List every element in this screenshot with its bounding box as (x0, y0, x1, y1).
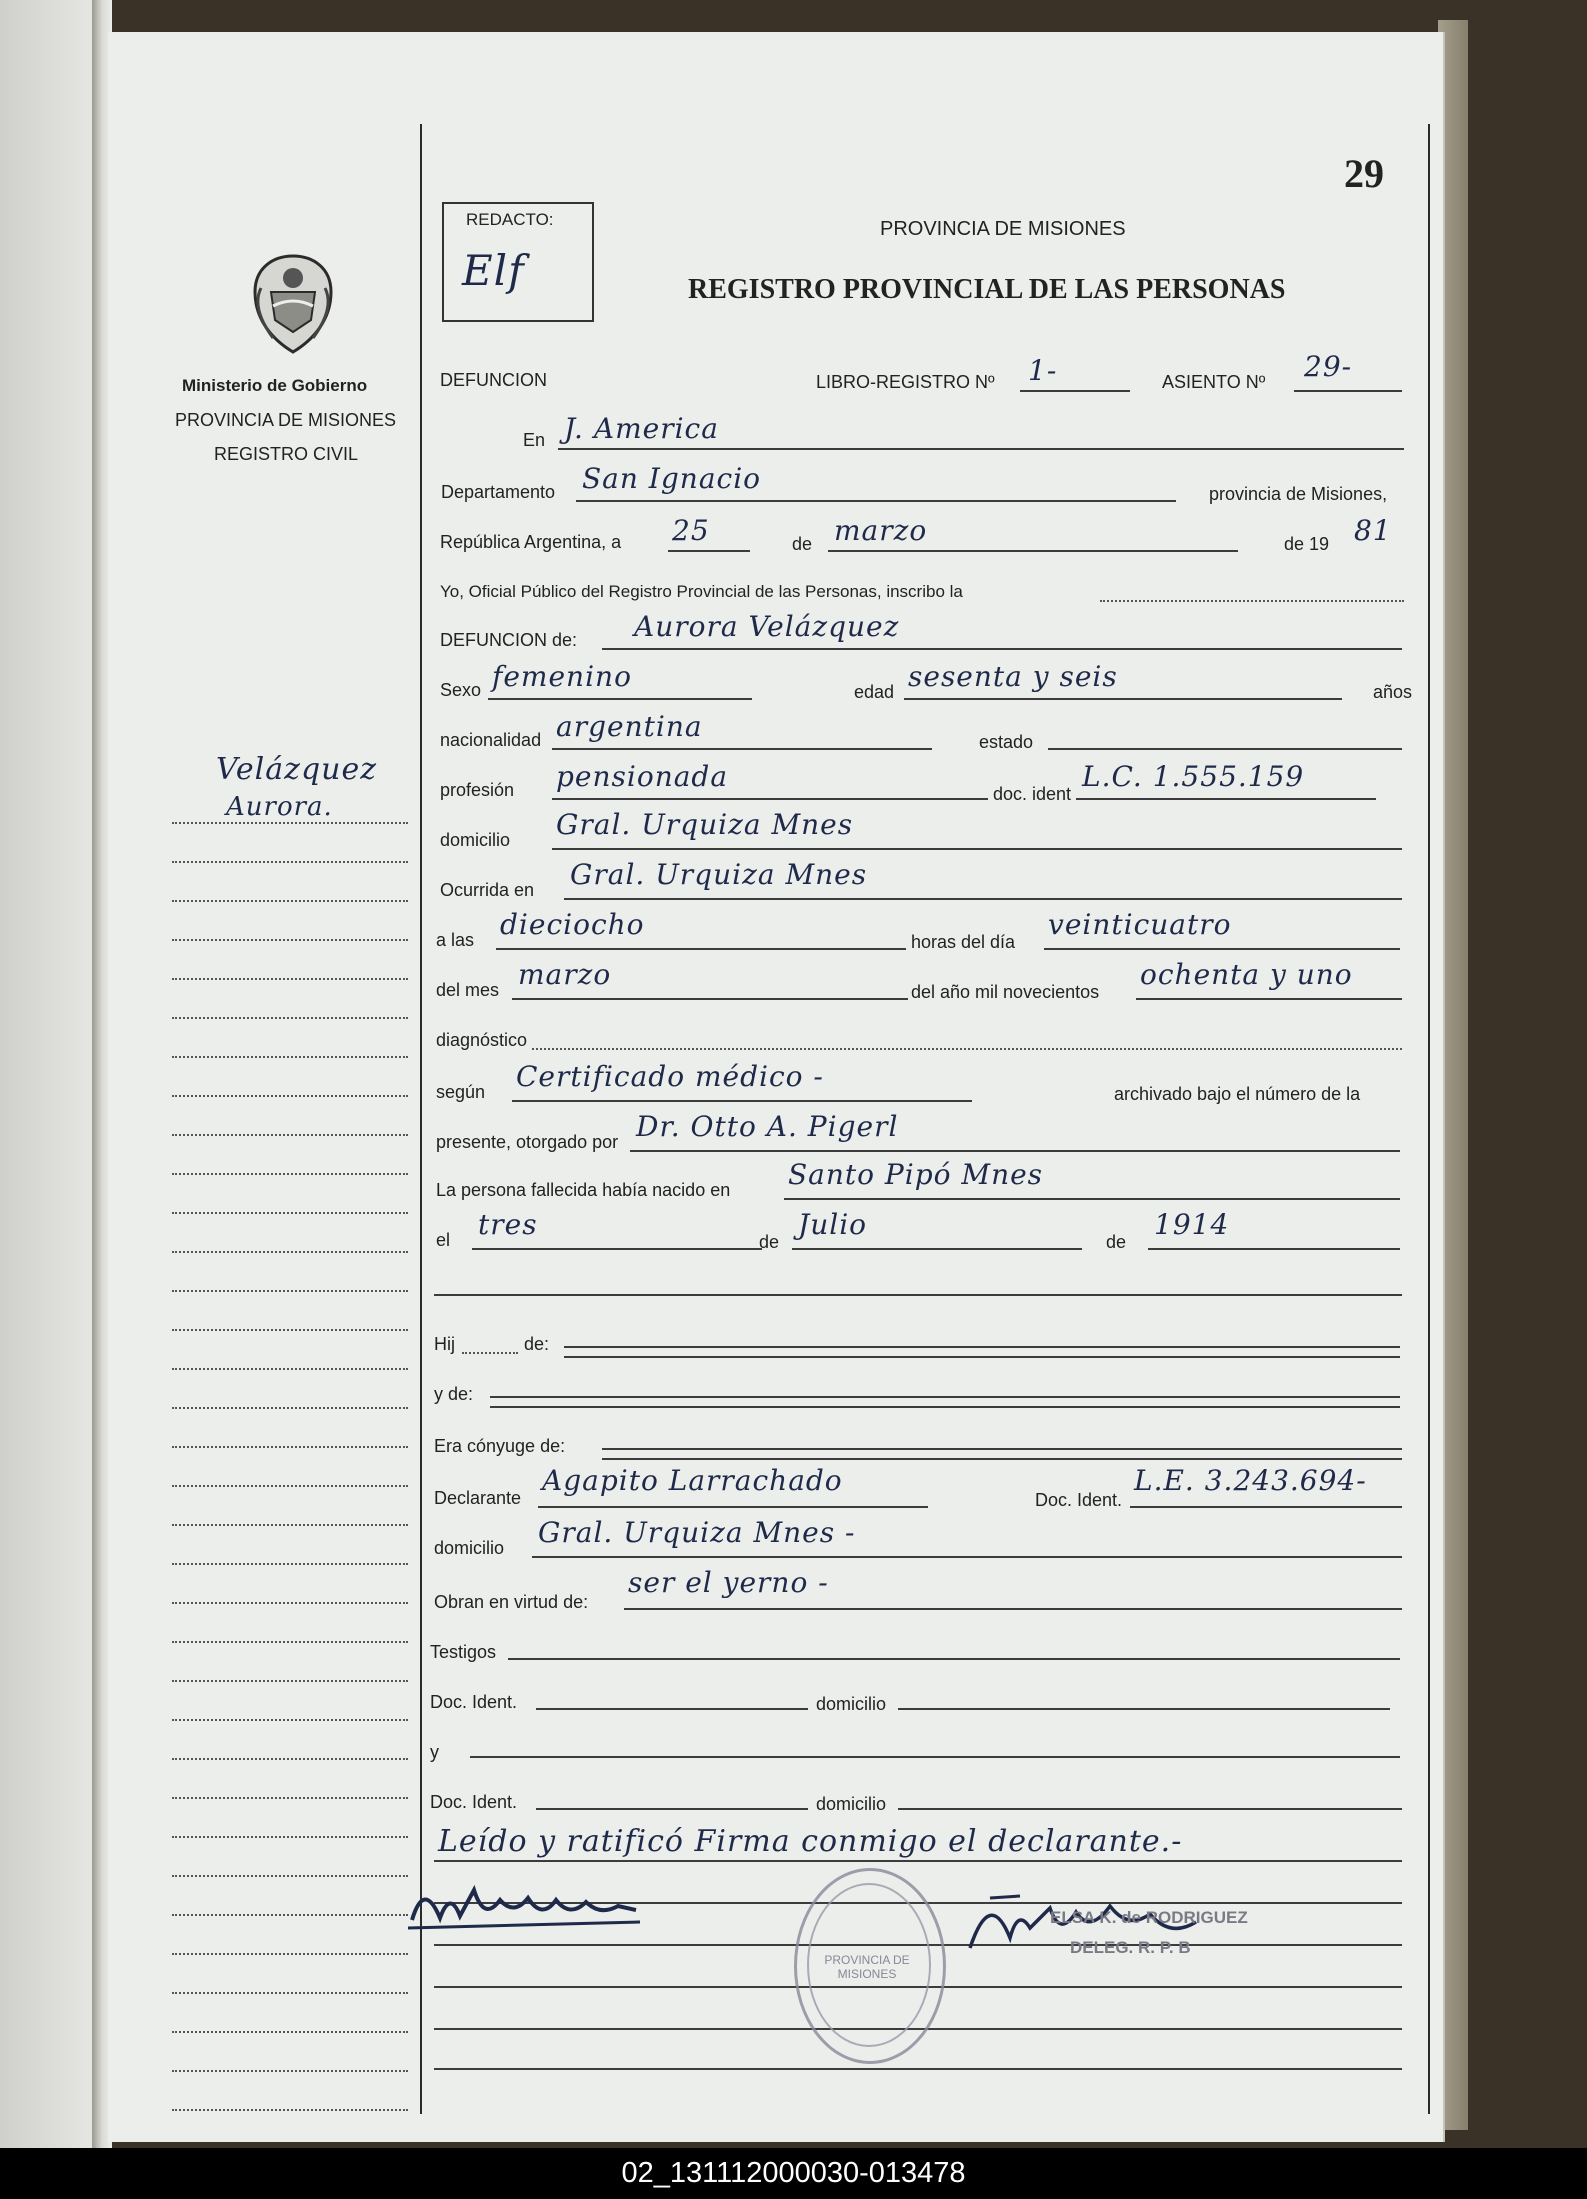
el-value: tres (478, 1208, 538, 1241)
declarante-label: Declarante (434, 1488, 522, 1508)
estado-line (1048, 748, 1402, 750)
sidebar-dotted-line (172, 1017, 408, 1019)
redacto-label: REDACTO: (466, 210, 554, 229)
y-de-label: y de: (434, 1384, 474, 1404)
sidebar-dotted-line (172, 1134, 408, 1136)
sidebar-note-surname: Velázquez (216, 752, 378, 787)
fecha-dia-line (668, 550, 750, 552)
nac-year-value: 1914 (1154, 1208, 1230, 1241)
decl-doc-line (1130, 1506, 1402, 1508)
sidebar-dotted-line (172, 1719, 408, 1721)
margin-rule-right (1428, 124, 1430, 2114)
sidebar-dotted-line (172, 939, 408, 941)
defuncion-de-line (602, 648, 1402, 650)
del-ano-value: ochenta y uno (1140, 958, 1353, 991)
en-label: En (523, 430, 546, 450)
domicilio-line (552, 848, 1402, 850)
sidebar-note-name: Aurora. (226, 792, 333, 822)
departamento-label: Departamento (441, 482, 556, 502)
provincia-label: provincia de Misiones, (1209, 484, 1388, 504)
ocurrida-line (564, 898, 1402, 900)
el-line (472, 1248, 762, 1250)
asiento-value: 29- (1304, 350, 1353, 383)
fecha-year: 81 (1354, 514, 1392, 547)
nacido-value: Santo Pipó Mnes (788, 1158, 1044, 1191)
sidebar-dotted-line (172, 2109, 408, 2111)
horas-value: veinticuatro (1048, 908, 1232, 941)
sexo-value: femenino (492, 660, 632, 693)
file-id: 02_131112000030-013478 (621, 2157, 966, 2189)
hij-dots (462, 1352, 518, 1354)
redacto-initials: Elf (462, 246, 525, 295)
sidebar-dotted-line (172, 1212, 408, 1214)
doc1-label: Doc. Ident. (430, 1692, 518, 1712)
doc-line (1076, 798, 1376, 800)
profesion-value: pensionada (556, 760, 729, 793)
sidebar-dotted-line (172, 1524, 408, 1526)
dom1-line (898, 1708, 1390, 1710)
blank-line-1 (434, 1294, 1402, 1296)
dom2-label: domicilio (816, 1794, 887, 1814)
conyuge-label: Era cónyuge de: (434, 1436, 566, 1456)
decl-doc-label: Doc. Ident. (1035, 1490, 1123, 1510)
y-de-line-a (490, 1396, 1400, 1398)
fecha-dia: 25 (672, 514, 710, 547)
doc2-line (536, 1808, 808, 1810)
sidebar-dotted-line (172, 2070, 408, 2072)
a-las-label: a las (436, 930, 475, 950)
del-ano-line (1136, 998, 1402, 1000)
sidebar-dotted-line (172, 1602, 408, 1604)
testigos-label: Testigos (430, 1642, 497, 1662)
yo-line (1100, 600, 1404, 602)
y-de-line-b (490, 1406, 1400, 1408)
nac-year-line (1148, 1248, 1400, 1250)
ocurrida-value: Gral. Urquiza Mnes (570, 858, 868, 891)
closing-line (434, 1860, 1402, 1862)
en-value: J. America (564, 412, 719, 445)
closing-note: Leído y ratificó Firma conmigo el declarante.- (438, 1824, 1183, 1859)
presente-line (630, 1150, 1400, 1152)
nac-mes-line (792, 1248, 1082, 1250)
del-ano-label: del año mil novecientos (911, 982, 1100, 1002)
horas-label: horas del día (911, 932, 1016, 952)
segun-value: Certificado médico - (516, 1060, 824, 1093)
edad-value: sesenta y seis (908, 660, 1118, 693)
defuncion-de-label: DEFUNCION de: (440, 630, 578, 650)
fecha-year-label: de 19 (1284, 534, 1330, 554)
hij-line-b (564, 1356, 1400, 1358)
sidebar-dotted-line (172, 978, 408, 980)
y-line (470, 1756, 1400, 1758)
asiento-label: ASIENTO Nº (1162, 372, 1266, 392)
sidebar-dotted-line (172, 1797, 408, 1799)
hij-de-label: de: (524, 1334, 550, 1354)
blank-line-6 (434, 2068, 1402, 2070)
sidebar-dotted-line (172, 1836, 408, 1838)
sidebar-dotted-line (172, 1563, 408, 1565)
testigos-line (508, 1658, 1400, 1660)
sexo-line (488, 698, 752, 700)
nacido-label: La persona fallecida había nacido en (436, 1180, 731, 1200)
doc2-label: Doc. Ident. (430, 1792, 518, 1812)
sidebar-dotted-line (172, 1407, 408, 1409)
declarante-value: Agapito Larrachado (542, 1464, 843, 1497)
coat-of-arms-icon (243, 248, 343, 360)
presente-label: presente, otorgado por (436, 1132, 619, 1152)
header-registry: REGISTRO PROVINCIAL DE LAS PERSONAS (688, 274, 1286, 305)
nac-mes-value: Julio (798, 1208, 868, 1241)
nac-de-year-label: de (1106, 1232, 1127, 1252)
sexo-label: Sexo (440, 680, 482, 700)
stamp-name: ELSA K. de RODRIGUEZ (1050, 1908, 1248, 1927)
fecha-mes: marzo (834, 514, 928, 547)
page-number: 29 (1344, 151, 1384, 196)
archivado-label: archivado bajo el número de la (1114, 1084, 1361, 1104)
register-page (108, 32, 1443, 2142)
sidebar-dotted-line (172, 1290, 408, 1292)
declarante-line (538, 1506, 928, 1508)
domicilio-label: domicilio (440, 830, 511, 850)
sidebar-dotted-line (172, 1368, 408, 1370)
decl-doc-value: L.E. 3.243.694- (1134, 1464, 1367, 1497)
sidebar-dotted-line (172, 1680, 408, 1682)
ocurrida-label: Ocurrida en (440, 880, 535, 900)
sidebar-dotted-line (172, 1329, 408, 1331)
defuncion-de-value: Aurora Velázquez (634, 610, 900, 643)
sidebar-dotted-line (172, 1641, 408, 1643)
form-type-label: DEFUNCION (440, 370, 547, 390)
sidebar-dotted-line (172, 1992, 408, 1994)
nacionalidad-label: nacionalidad (440, 730, 542, 750)
estado-label: estado (979, 732, 1034, 752)
segun-label: según (436, 1082, 486, 1102)
sidebar-ministry: Ministerio de Gobierno (182, 376, 368, 395)
nac-de-label: de (759, 1232, 780, 1252)
nacido-line (784, 1198, 1400, 1200)
del-mes-line (512, 998, 908, 1000)
anos-label: años (1373, 682, 1413, 702)
seal-text: PROVINCIA DE MISIONES (824, 1953, 910, 1981)
sidebar-dotted-line (172, 1758, 408, 1760)
diagnostico-line (532, 1048, 1402, 1050)
profesion-line (552, 798, 988, 800)
declarant-signature (404, 1870, 644, 1940)
fecha-de-label: de (792, 534, 813, 554)
diagnostico-label: diagnóstico (436, 1030, 528, 1050)
yo-text: Yo, Oficial Público del Registro Provincial de las Personas, inscribo la (440, 582, 963, 601)
departamento-line (576, 500, 1176, 502)
libro-value: 1- (1028, 354, 1058, 387)
doc-value: L.C. 1.555.159 (1082, 760, 1305, 793)
edad-line (904, 698, 1342, 700)
presente-value: Dr. Otto A. Pigerl (636, 1110, 899, 1143)
decl-dom-label: domicilio (434, 1538, 505, 1558)
republica-label: República Argentina, a (440, 532, 622, 552)
redacto-box (442, 202, 594, 322)
departamento-value: San Ignacio (582, 462, 762, 495)
margin-rule-left (420, 124, 422, 2114)
decl-dom-line (532, 1556, 1402, 1558)
sidebar-dotted-line (172, 1251, 408, 1253)
del-mes-label: del mes (436, 980, 500, 1000)
dom1-label: domicilio (816, 1694, 887, 1714)
obran-value: ser el yerno - (628, 1566, 829, 1599)
sidebar-dotted-line (172, 1095, 408, 1097)
del-mes-value: marzo (518, 958, 612, 991)
nacionalidad-line (552, 748, 932, 750)
obran-line (624, 1608, 1402, 1610)
domicilio-value: Gral. Urquiza Mnes (556, 808, 854, 841)
sidebar-dotted-line (172, 900, 408, 902)
hij-line-a (564, 1346, 1400, 1348)
sidebar-dotted-line (172, 1485, 408, 1487)
sidebar-dotted-line (172, 1173, 408, 1175)
y-label: y (430, 1742, 439, 1762)
sidebar-dotted-line (172, 822, 408, 824)
libro-line (1020, 390, 1130, 392)
header-province: PROVINCIA DE MISIONES (880, 218, 1126, 240)
sidebar-dotted-line (172, 1875, 408, 1877)
sidebar-dotted-line (172, 861, 408, 863)
a-las-value: dieciocho (500, 908, 645, 941)
libro-label: LIBRO-REGISTRO Nº (816, 372, 995, 392)
stamp-title: DELEG. R. P. B (1070, 1938, 1191, 1957)
dom2-line (898, 1808, 1402, 1810)
el-label: el (436, 1230, 451, 1250)
sidebar-dotted-line (172, 1953, 408, 1955)
profesion-label: profesión (440, 780, 515, 800)
asiento-line (1294, 390, 1402, 392)
segun-line (512, 1100, 972, 1102)
conyuge-line-b (602, 1458, 1402, 1460)
a-las-line (496, 948, 906, 950)
left-page (0, 0, 95, 2150)
nacionalidad-value: argentina (556, 710, 703, 743)
sidebar-dotted-line (172, 2031, 408, 2033)
horas-line (1044, 948, 1400, 950)
official-seal (794, 1868, 946, 2064)
edad-label: edad (854, 682, 895, 702)
sidebar-province: PROVINCIA DE MISIONES (175, 410, 397, 430)
sidebar-dotted-line (172, 1446, 408, 1448)
sidebar-civil: REGISTRO CIVIL (214, 444, 359, 464)
obran-label: Obran en virtud de: (434, 1592, 589, 1612)
en-line (558, 448, 1404, 450)
fecha-mes-line (828, 550, 1238, 552)
hij-label: Hij (434, 1334, 455, 1354)
sidebar-dotted-line (172, 1914, 408, 1916)
doc1-line (536, 1708, 808, 1710)
conyuge-line-a (602, 1448, 1402, 1450)
doc-label: doc. ident (993, 784, 1072, 804)
decl-dom-value: Gral. Urquiza Mnes - (538, 1516, 856, 1549)
sidebar-dotted-line (172, 1056, 408, 1058)
